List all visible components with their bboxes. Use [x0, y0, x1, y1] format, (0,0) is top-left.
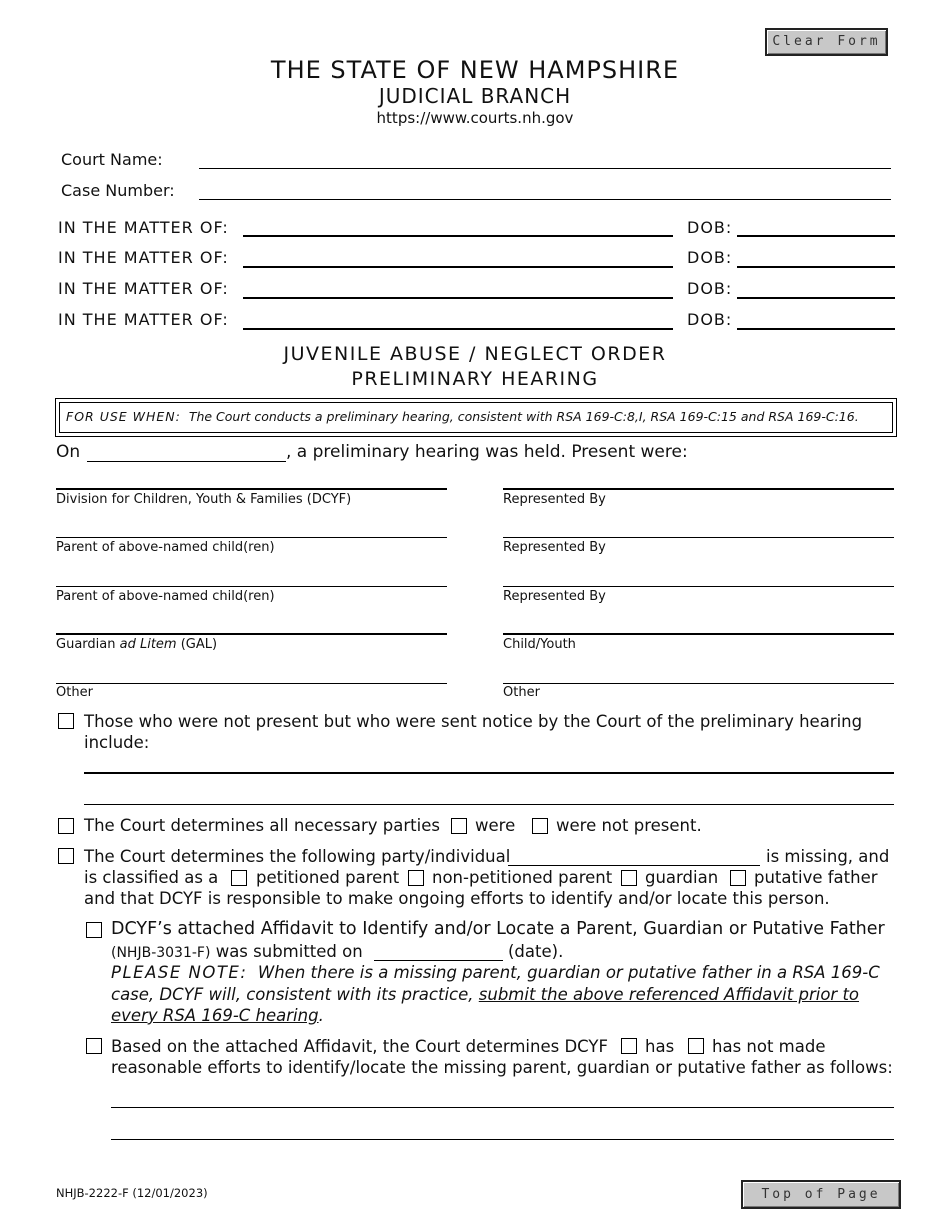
efforts-checkbox[interactable] [86, 1038, 102, 1054]
dob-input[interactable] [739, 308, 897, 330]
notice-text-line2: include: [84, 733, 150, 752]
were-label: were [475, 816, 516, 835]
use-when-box [55, 398, 897, 437]
present-caption: Represented By [503, 492, 606, 507]
present-caption: Child/Youth [503, 637, 576, 652]
court-name-input[interactable] [200, 148, 894, 170]
please-note-label: PLEASE NOTE: [111, 963, 248, 982]
court-url: https://www.courts.nh.gov [376, 109, 574, 127]
hearing-held-text: , a preliminary hearing was held. Present were: [286, 442, 688, 462]
dcyf-input[interactable] [58, 467, 449, 489]
has-not-label: has not made [712, 1037, 826, 1056]
other-right-input[interactable] [505, 662, 896, 684]
use-when-label: FOR USE WHEN: [66, 409, 181, 424]
matter-label: IN THE MATTER OF: [58, 310, 229, 329]
efforts-text-line2: reasonable efforts to identify/locate the missing parent, guardian or putative father as follows: [111, 1058, 893, 1077]
please-note-underlined: submit the above referenced Affidavit prior to [478, 985, 860, 1004]
affidavit-date-suffix: (date). [508, 942, 564, 961]
non-petitioned-parent-checkbox[interactable] [408, 870, 424, 886]
dob-input[interactable] [739, 246, 897, 268]
putative-father-label: putative father [754, 868, 878, 887]
petitioned-parent-checkbox[interactable] [231, 870, 247, 886]
were-not-checkbox[interactable] [532, 818, 548, 834]
please-note-text: When there is a missing parent, guardian or putative father in a RSA 169-C [257, 963, 880, 982]
please-note-line2 [111, 984, 859, 1005]
present-caption: Parent of above-named child(ren) [56, 540, 275, 555]
matter-label: IN THE MATTER OF: [58, 218, 229, 237]
affidavit-date-input[interactable] [376, 940, 505, 962]
dcyf-responsible-text: and that DCYF is responsible to make ongoing efforts to identify and/or locate this person. [84, 889, 830, 908]
present-caption: Guardian ad Litem (GAL) [56, 637, 218, 652]
present-caption: Other [56, 685, 93, 700]
case-number-input[interactable] [200, 179, 894, 201]
has-not-checkbox[interactable] [688, 1038, 704, 1054]
missing-text-line1-end: is missing, and [766, 847, 890, 866]
gal-input[interactable] [58, 612, 449, 634]
present-caption: Division for Children, Youth & Families (DCYF) [56, 492, 352, 507]
use-when-description: The Court conducts a preliminary hearing, consistent with RSA 169-C:8,I, RSA 169-C:15 and RSA 169-C:16. [188, 409, 859, 424]
notice-input-2[interactable] [86, 783, 896, 805]
notice-input-1[interactable] [86, 751, 896, 773]
parent-2-input[interactable] [58, 565, 449, 587]
matter-name-input[interactable] [245, 277, 675, 299]
affidavit-checkbox[interactable] [86, 922, 102, 938]
efforts-input-1[interactable] [113, 1086, 896, 1108]
efforts-text-line1: Based on the attached Affidavit, the Court determines DCYF [111, 1037, 608, 1056]
non-petitioned-parent-label: non-petitioned parent [432, 868, 613, 887]
matter-name-input[interactable] [245, 215, 675, 237]
dob-input[interactable] [739, 215, 897, 237]
state-title: THE STATE OF NEW HAMPSHIRE [270, 56, 680, 84]
represented-by-input[interactable] [505, 516, 896, 538]
affidavit-form-number: (NHJB-3031-F) [111, 945, 211, 961]
parent-1-input[interactable] [58, 516, 449, 538]
top-of-page-button[interactable]: Top of Page [741, 1180, 901, 1209]
affidavit-text-line2 [111, 941, 363, 964]
form-id: NHJB-2222-F (12/01/2023) [56, 1186, 208, 1200]
parties-checkbox[interactable] [58, 818, 74, 834]
please-note-line3 [111, 1005, 324, 1026]
matter-label: IN THE MATTER OF: [58, 279, 229, 298]
form-title-line1: JUVENILE ABUSE / NEGLECT ORDER [283, 343, 667, 365]
present-caption: Other [503, 685, 540, 700]
notice-text-line1: Those who were not present but who were sent notice by the Court of the preliminary hearing [84, 712, 863, 731]
efforts-input-2[interactable] [113, 1118, 896, 1140]
parties-text: The Court determines all necessary parties [84, 816, 440, 835]
form-title-line2: PRELIMINARY HEARING [351, 368, 599, 390]
dob-label: DOB: [687, 218, 733, 237]
court-name-label: Court Name: [61, 150, 163, 169]
guardian-label: guardian [645, 868, 719, 887]
putative-father-checkbox[interactable] [730, 870, 746, 886]
has-label: has [645, 1037, 675, 1056]
hearing-date-input[interactable] [88, 441, 288, 463]
please-note-end: . [318, 1006, 324, 1025]
guardian-checkbox[interactable] [621, 870, 637, 886]
present-caption: Represented By [503, 589, 606, 604]
missing-party-checkbox[interactable] [58, 848, 74, 864]
use-when-text [66, 409, 859, 424]
present-caption: Parent of above-named child(ren) [56, 589, 275, 604]
on-label: On [56, 442, 81, 462]
were-not-label: were not present. [556, 816, 702, 835]
petitioned-parent-label: petitioned parent [256, 868, 400, 887]
dob-label: DOB: [687, 248, 733, 267]
please-note-underlined: every RSA 169-C hearing [111, 1006, 319, 1025]
missing-text-line1: The Court determines the following party/individual [84, 847, 511, 866]
missing-party-input[interactable] [510, 845, 762, 867]
present-caption: Represented By [503, 540, 606, 555]
matter-label: IN THE MATTER OF: [58, 248, 229, 267]
represented-by-input[interactable] [505, 467, 896, 489]
child-youth-input[interactable] [505, 612, 896, 634]
has-checkbox[interactable] [621, 1038, 637, 1054]
please-note-line1 [111, 962, 880, 983]
dob-input[interactable] [739, 277, 897, 299]
affidavit-text-line1: DCYF’s attached Affidavit to Identify and/or Locate a Parent, Guardian or Putative Father [111, 919, 885, 939]
please-note-text: case, DCYF will, consistent with its practice, [111, 985, 474, 1004]
case-number-label: Case Number: [61, 181, 175, 200]
affidavit-submitted-text: was submitted on [215, 942, 363, 961]
notice-checkbox[interactable] [58, 713, 74, 729]
other-left-input[interactable] [58, 662, 449, 684]
dob-label: DOB: [687, 279, 733, 298]
branch-title: JUDICIAL BRANCH [378, 84, 572, 108]
matter-name-input[interactable] [245, 246, 675, 268]
matter-name-input[interactable] [245, 308, 675, 330]
were-checkbox[interactable] [451, 818, 467, 834]
represented-by-input[interactable] [505, 565, 896, 587]
dob-label: DOB: [687, 310, 733, 329]
classified-as-text: is classified as a [84, 868, 219, 887]
clear-form-button[interactable]: Clear Form [765, 28, 888, 56]
